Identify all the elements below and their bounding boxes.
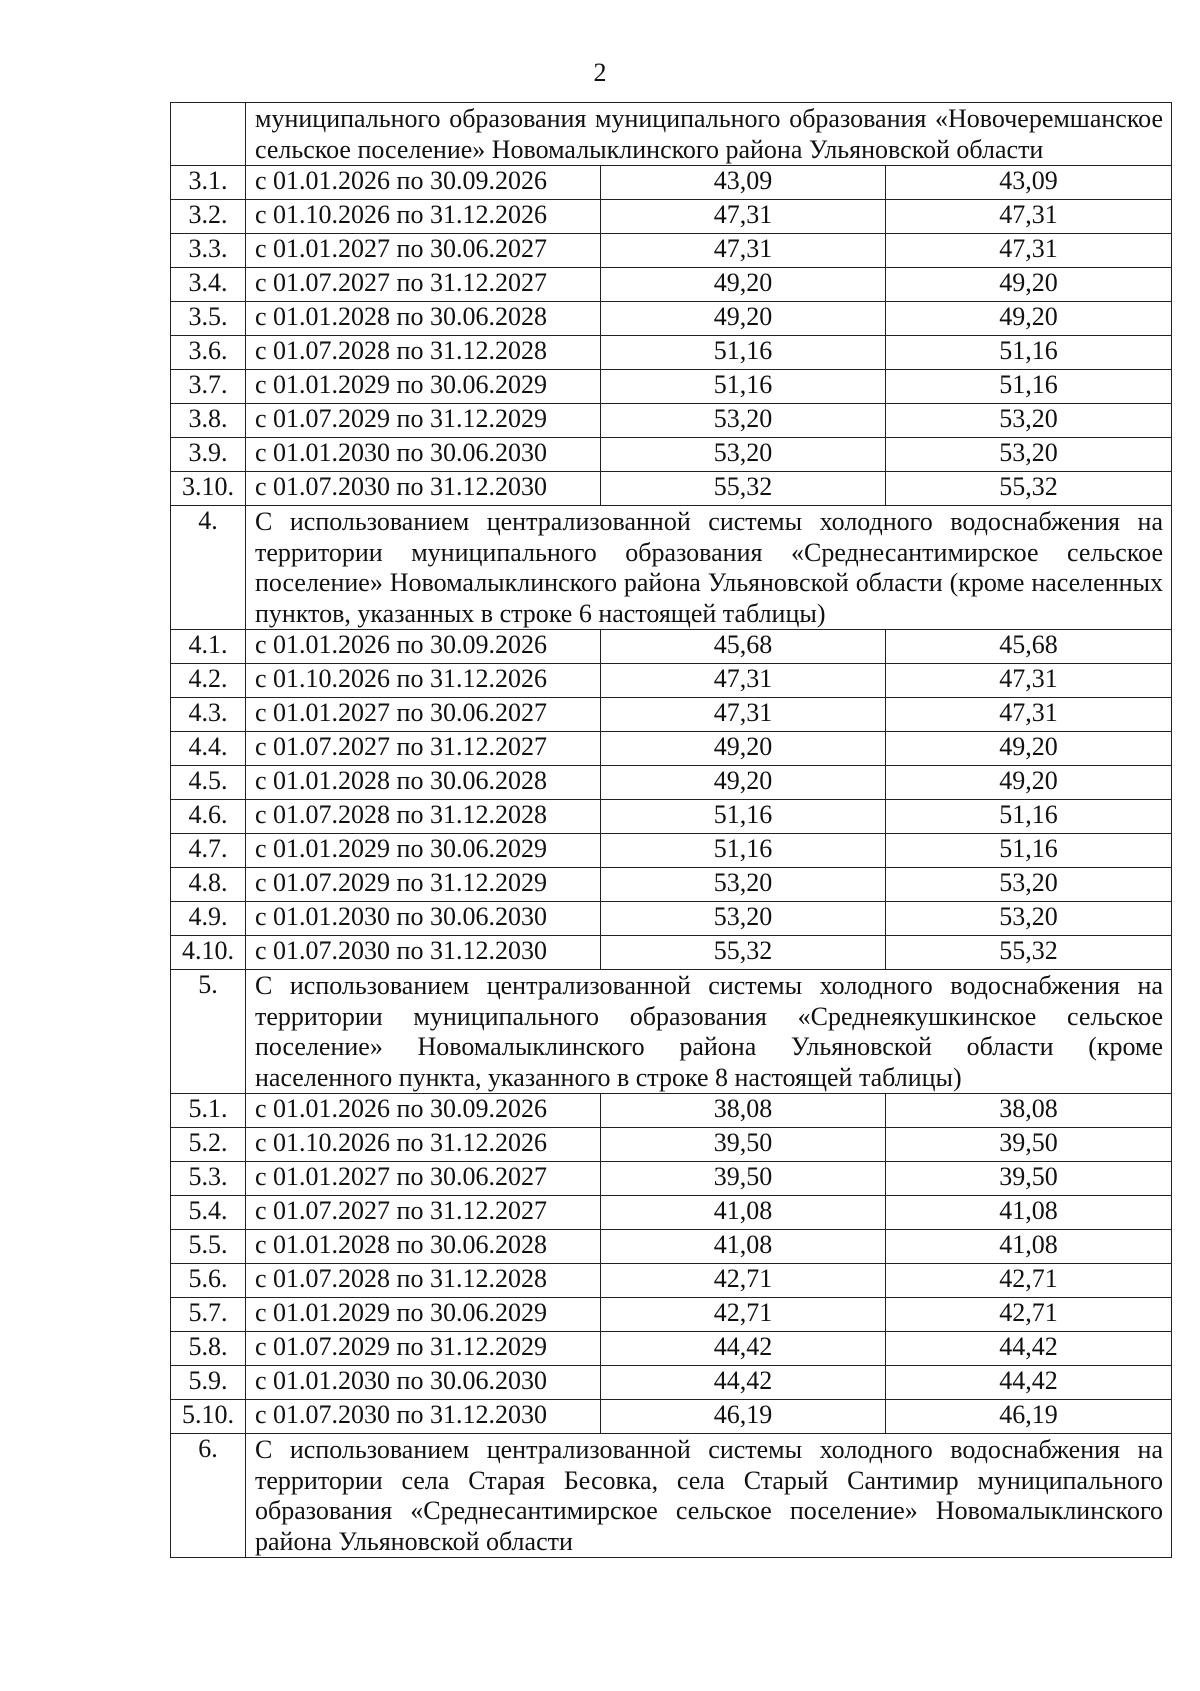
period-cell: с 01.01.2028 по 30.06.2028 [246, 1230, 601, 1264]
period-cell: с 01.01.2029 по 30.06.2029 [246, 370, 601, 404]
period-cell: с 01.07.2029 по 31.12.2029 [246, 404, 601, 438]
period-cell: с 01.01.2026 по 30.09.2026 [246, 630, 601, 664]
tariff-table [170, 102, 1172, 1558]
table-row [171, 268, 1172, 302]
row-number: 4.10. [171, 936, 246, 970]
row-number: 5.10. [171, 1400, 246, 1434]
row-number: 5.5. [171, 1230, 246, 1264]
tariff-value-2: 49,20 [886, 732, 1172, 766]
tariff-value-1: 49,20 [601, 268, 886, 302]
tariff-table-body [171, 103, 1172, 1558]
section-number: 5. [171, 970, 246, 1094]
period-cell: с 01.01.2030 по 30.06.2030 [246, 902, 601, 936]
tariff-value-1: 47,31 [601, 234, 886, 268]
table-row [171, 834, 1172, 868]
row-number: 3.9. [171, 438, 246, 472]
table-row [171, 664, 1172, 698]
period-cell: с 01.07.2028 по 31.12.2028 [246, 800, 601, 834]
tariff-value-2: 44,42 [886, 1332, 1172, 1366]
tariff-value-2: 51,16 [886, 834, 1172, 868]
tariff-value-2: 46,19 [886, 1400, 1172, 1434]
section-description: С использованием централизованной системы холодного водоснабжения на территории муниципального образования «Среднеякушкинское сельское поселение» Новомалыклинского района Ульяновской области (кроме населенного пункта, указанного в строке 8 настоящей таблицы) [246, 970, 1172, 1094]
tariff-value-1: 38,08 [601, 1094, 886, 1128]
tariff-value-1: 53,20 [601, 868, 886, 902]
tariff-value-2: 42,71 [886, 1264, 1172, 1298]
table-row [171, 1128, 1172, 1162]
period-cell: с 01.01.2027 по 30.06.2027 [246, 1162, 601, 1196]
tariff-value-2: 49,20 [886, 302, 1172, 336]
period-cell: с 01.07.2030 по 31.12.2030 [246, 936, 601, 970]
tariff-value-1: 44,42 [601, 1332, 886, 1366]
tariff-value-2: 51,16 [886, 370, 1172, 404]
tariff-value-1: 49,20 [601, 732, 886, 766]
table-row [171, 200, 1172, 234]
tariff-value-1: 55,32 [601, 936, 886, 970]
period-cell: с 01.07.2028 по 31.12.2028 [246, 336, 601, 370]
period-cell: с 01.07.2030 по 31.12.2030 [246, 1400, 601, 1434]
row-number: 4.2. [171, 664, 246, 698]
row-number: 5.8. [171, 1332, 246, 1366]
period-cell: с 01.07.2027 по 31.12.2027 [246, 268, 601, 302]
row-number: 3.6. [171, 336, 246, 370]
tariff-value-1: 44,42 [601, 1366, 886, 1400]
table-row [171, 1400, 1172, 1434]
section-header-row [171, 970, 1172, 1094]
tariff-value-2: 49,20 [886, 766, 1172, 800]
tariff-value-2: 47,31 [886, 664, 1172, 698]
row-number: 4.3. [171, 698, 246, 732]
row-number: 5.4. [171, 1196, 246, 1230]
tariff-value-1: 55,32 [601, 472, 886, 506]
tariff-value-2: 53,20 [886, 902, 1172, 936]
table-row [171, 166, 1172, 200]
tariff-value-1: 42,71 [601, 1298, 886, 1332]
table-row [171, 472, 1172, 506]
tariff-value-1: 45,68 [601, 630, 886, 664]
row-number: 3.3. [171, 234, 246, 268]
table-row [171, 698, 1172, 732]
table-row [171, 800, 1172, 834]
tariff-value-2: 42,71 [886, 1298, 1172, 1332]
table-row [171, 868, 1172, 902]
period-cell: с 01.10.2026 по 31.12.2026 [246, 200, 601, 234]
tariff-value-2: 47,31 [886, 234, 1172, 268]
section-description: С использованием централизованной системы холодного водоснабжения на территории села Старая Бесовка, села Старый Сантимир муниципального образования «Среднесантимирское сельское поселение» Новомалыклинского района Ульяновской области [246, 1434, 1172, 1558]
table-row [171, 1264, 1172, 1298]
section-header-row [171, 506, 1172, 630]
row-number: 4.4. [171, 732, 246, 766]
tariff-value-1: 53,20 [601, 438, 886, 472]
table-row [171, 732, 1172, 766]
table-row [171, 438, 1172, 472]
period-cell: с 01.10.2026 по 31.12.2026 [246, 1128, 601, 1162]
tariff-value-1: 51,16 [601, 834, 886, 868]
period-cell: с 01.01.2029 по 30.06.2029 [246, 834, 601, 868]
tariff-value-1: 39,50 [601, 1128, 886, 1162]
table-row [171, 1230, 1172, 1264]
period-cell: с 01.01.2028 по 30.06.2028 [246, 302, 601, 336]
period-cell: с 01.01.2026 по 30.09.2026 [246, 166, 601, 200]
period-cell: с 01.01.2029 по 30.06.2029 [246, 1298, 601, 1332]
row-number: 3.8. [171, 404, 246, 438]
tariff-value-1: 43,09 [601, 166, 886, 200]
table-row [171, 370, 1172, 404]
tariff-value-2: 53,20 [886, 438, 1172, 472]
row-number: 4.1. [171, 630, 246, 664]
row-number: 5.3. [171, 1162, 246, 1196]
row-number: 3.7. [171, 370, 246, 404]
tariff-value-2: 49,20 [886, 268, 1172, 302]
table-row [171, 1196, 1172, 1230]
row-number: 4.6. [171, 800, 246, 834]
table-row [171, 404, 1172, 438]
section-header-row [171, 1434, 1172, 1558]
tariff-value-2: 55,32 [886, 936, 1172, 970]
tariff-value-1: 46,19 [601, 1400, 886, 1434]
section-description: С использованием централизованной системы холодного водоснабжения на территории муниципального образования «Среднесантимирское сельское поселение» Новомалыклинского района Ульяновской области (кроме населенных пунктов, указанных в строке 6 настоящей таблицы) [246, 506, 1172, 630]
tariff-value-2: 44,42 [886, 1366, 1172, 1400]
tariff-value-1: 51,16 [601, 370, 886, 404]
row-number: 5.2. [171, 1128, 246, 1162]
row-number: 5.1. [171, 1094, 246, 1128]
tariff-value-1: 47,31 [601, 698, 886, 732]
tariff-value-2: 41,08 [886, 1196, 1172, 1230]
table-row [171, 302, 1172, 336]
row-number: 4.8. [171, 868, 246, 902]
tariff-value-1: 51,16 [601, 800, 886, 834]
table-row [171, 1366, 1172, 1400]
table-row [171, 1094, 1172, 1128]
tariff-value-2: 51,16 [886, 800, 1172, 834]
period-cell: с 01.01.2027 по 30.06.2027 [246, 698, 601, 732]
tariff-value-2: 51,16 [886, 336, 1172, 370]
section-description: муниципального образования муниципального образования «Новочеремшанское сельское поселение» Новомалыклинского района Ульяновской области [246, 103, 1172, 166]
table-row [171, 1298, 1172, 1332]
tariff-value-2: 53,20 [886, 868, 1172, 902]
row-number: 4.9. [171, 902, 246, 936]
period-cell: с 01.07.2027 по 31.12.2027 [246, 1196, 601, 1230]
tariff-value-2: 47,31 [886, 200, 1172, 234]
tariff-value-1: 47,31 [601, 200, 886, 234]
table-row [171, 336, 1172, 370]
period-cell: с 01.01.2030 по 30.06.2030 [246, 438, 601, 472]
row-number: 5.7. [171, 1298, 246, 1332]
tariff-value-1: 49,20 [601, 302, 886, 336]
page-number: 2 [593, 58, 607, 87]
row-number: 5.9. [171, 1366, 246, 1400]
period-cell: с 01.07.2027 по 31.12.2027 [246, 732, 601, 766]
table-row [171, 766, 1172, 800]
table-row [171, 630, 1172, 664]
period-cell: с 01.07.2028 по 31.12.2028 [246, 1264, 601, 1298]
table-row [171, 936, 1172, 970]
row-number: 5.6. [171, 1264, 246, 1298]
tariff-value-1: 41,08 [601, 1230, 886, 1264]
tariff-value-2: 53,20 [886, 404, 1172, 438]
tariff-value-1: 41,08 [601, 1196, 886, 1230]
tariff-value-2: 47,31 [886, 698, 1172, 732]
period-cell: с 01.07.2030 по 31.12.2030 [246, 472, 601, 506]
period-cell: с 01.01.2028 по 30.06.2028 [246, 766, 601, 800]
tariff-value-1: 49,20 [601, 766, 886, 800]
period-cell: с 01.07.2029 по 31.12.2029 [246, 1332, 601, 1366]
row-number: 4.5. [171, 766, 246, 800]
tariff-value-1: 51,16 [601, 336, 886, 370]
period-cell: с 01.07.2029 по 31.12.2029 [246, 868, 601, 902]
table-row [171, 902, 1172, 936]
row-number: 3.1. [171, 166, 246, 200]
tariff-value-1: 47,31 [601, 664, 886, 698]
section-header-row [171, 103, 1172, 166]
tariff-value-2: 41,08 [886, 1230, 1172, 1264]
period-cell: с 01.10.2026 по 31.12.2026 [246, 664, 601, 698]
section-number [171, 103, 246, 166]
tariff-value-2: 38,08 [886, 1094, 1172, 1128]
tariff-value-2: 55,32 [886, 472, 1172, 506]
tariff-value-2: 39,50 [886, 1128, 1172, 1162]
tariff-value-1: 39,50 [601, 1162, 886, 1196]
row-number: 3.10. [171, 472, 246, 506]
period-cell: с 01.01.2030 по 30.06.2030 [246, 1366, 601, 1400]
period-cell: с 01.01.2027 по 30.06.2027 [246, 234, 601, 268]
row-number: 3.2. [171, 200, 246, 234]
tariff-value-2: 39,50 [886, 1162, 1172, 1196]
row-number: 3.4. [171, 268, 246, 302]
tariff-value-2: 43,09 [886, 166, 1172, 200]
row-number: 4.7. [171, 834, 246, 868]
tariff-value-2: 45,68 [886, 630, 1172, 664]
table-row [171, 234, 1172, 268]
table-row [171, 1332, 1172, 1366]
period-cell: с 01.01.2026 по 30.09.2026 [246, 1094, 601, 1128]
row-number: 3.5. [171, 302, 246, 336]
tariff-value-1: 53,20 [601, 902, 886, 936]
tariff-value-1: 53,20 [601, 404, 886, 438]
tariff-value-1: 42,71 [601, 1264, 886, 1298]
table-row [171, 1162, 1172, 1196]
section-number: 4. [171, 506, 246, 630]
section-number: 6. [171, 1434, 246, 1558]
